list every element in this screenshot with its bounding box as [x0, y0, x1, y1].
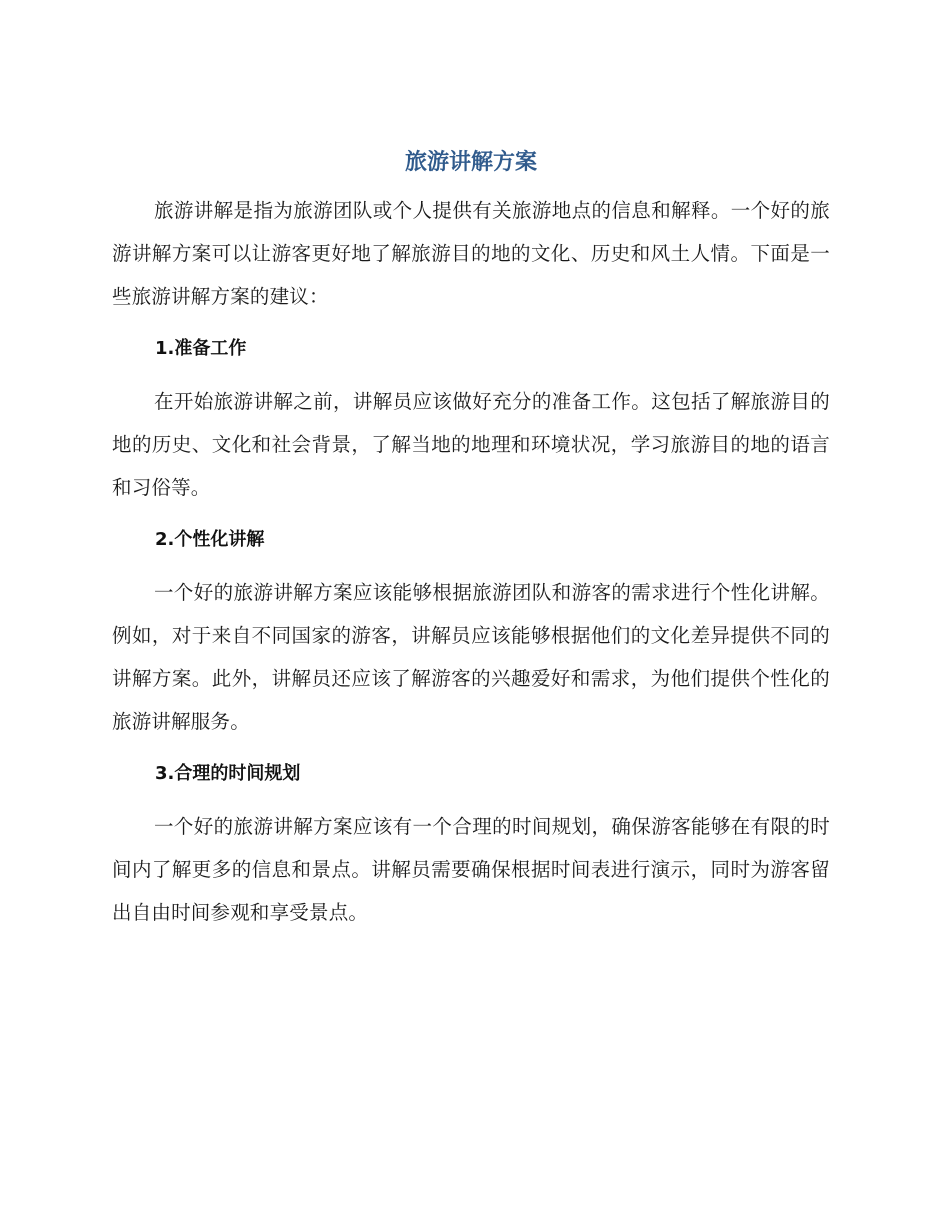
section-time-planning: [112, 759, 830, 934]
document-content: [112, 145, 830, 934]
section-preparation: [112, 334, 830, 509]
document-title: 旅游讲解方案: [404, 150, 537, 175]
section-heading: 2.个性化讲解: [155, 529, 265, 550]
intro-paragraph: 旅游讲解是指为旅游团队或个人提供有关旅游地点的信息和解释。一个好的旅游讲解方案可以让游客更好地了解旅游目的地的文化、历史和风土人情。下面是一些旅游讲解方案的建议：: [112, 199, 830, 308]
section-body: 一个好的旅游讲解方案应该有一个合理的时间规划，确保游客能够在有限的时间内了解更多的信息和景点。讲解员需要确保根据时间表进行演示，同时为游客留出自由时间参观和享受景点。: [112, 815, 830, 924]
section-heading: 1.准备工作: [155, 338, 247, 359]
section-body: 在开始旅游讲解之前，讲解员应该做好充分的准备工作。这包括了解旅游目的地的历史、文化和社会背景，了解当地的地理和环境状况，学习旅游目的地的语言和习俗等。: [112, 390, 830, 499]
section-body: 一个好的旅游讲解方案应该能够根据旅游团队和游客的需求进行个性化讲解。例如，对于来自不同国家的游客，讲解员应该能够根据他们的文化差异提供不同的讲解方案。此外，讲解员还应该了解游客的兴趣爱好和需求，为他们提供个性化的旅游讲解服务。: [112, 581, 830, 733]
section-personalized: [112, 525, 830, 743]
section-heading: 3.合理的时间规划: [155, 763, 301, 784]
